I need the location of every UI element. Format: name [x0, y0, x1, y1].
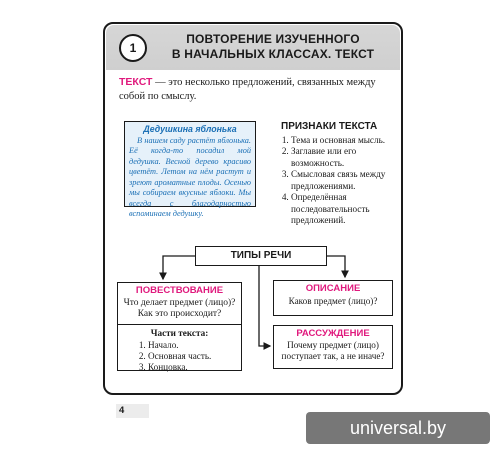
- narration-title: ПОВЕСТВОВАНИЕ: [135, 285, 224, 296]
- card-title-line1: ПОВТОРЕНИЕ ИЗУЧЕННОГО: [186, 32, 360, 46]
- definition-text: — это несколько предложений, связанных между собой по смыслу.: [119, 77, 376, 102]
- arrow-to-reasoning: [259, 266, 270, 346]
- card-title-line2: В НАЧАЛЬНЫХ КЛАССАХ. ТЕКСТ: [171, 47, 375, 61]
- description-box: [273, 280, 393, 316]
- definition-term: ТЕКСТ: [119, 76, 153, 88]
- arrow-to-description: [327, 256, 345, 277]
- narration-part: 2. Основная часть.: [148, 351, 241, 362]
- example-title: Дедушкина яблонька: [143, 124, 237, 134]
- site-watermark: universal.by: [306, 412, 490, 444]
- arrow-to-narration: [163, 256, 195, 279]
- example-body: В нашем саду растёт яблонька. Её когда-то посадил мой дедушка. Весной дерево красиво цветёт. Летом на нём растут и зреют ароматные плоды. Осенью мы собираем вкусные яблоки. Мы всегда с благодарностью вспоминаем дедушку.: [129, 135, 251, 218]
- sign-item: 3. Смысловая связь между предложениями.: [291, 169, 393, 192]
- narration-question: Что делает предмет (лицо)? Как это происходит?: [123, 297, 236, 319]
- narration-part: 1. Начало.: [148, 340, 241, 351]
- rule-card: [103, 22, 403, 395]
- page-number: 4: [116, 404, 149, 418]
- sign-item: 4. Определённая последовательность предложений.: [291, 192, 393, 227]
- reasoning-question: Почему предмет (лицо) поступает так, а не иначе?: [281, 340, 385, 361]
- sign-item: 2. Заглавие или его возможность.: [291, 146, 393, 169]
- narration-parts-title: Части текста:: [150, 327, 209, 338]
- reasoning-title: РАССУЖДЕНИЕ: [296, 328, 370, 339]
- reasoning-box: [273, 325, 393, 369]
- description-question: Каков предмет (лицо)?: [288, 295, 378, 306]
- signs-title: ПРИЗНАКИ ТЕКСТА: [281, 121, 378, 132]
- lesson-number-badge: 1: [119, 34, 147, 62]
- speech-types-title: ТИПЫ РЕЧИ: [195, 246, 327, 266]
- narration-divider: [118, 324, 241, 325]
- narration-part: 3. Концовка.: [148, 362, 241, 373]
- narration-box: [117, 282, 242, 371]
- narration-parts-list: [118, 340, 241, 373]
- description-title: ОПИСАНИЕ: [305, 283, 361, 294]
- sign-item: 1. Тема и основная мысль.: [291, 135, 393, 147]
